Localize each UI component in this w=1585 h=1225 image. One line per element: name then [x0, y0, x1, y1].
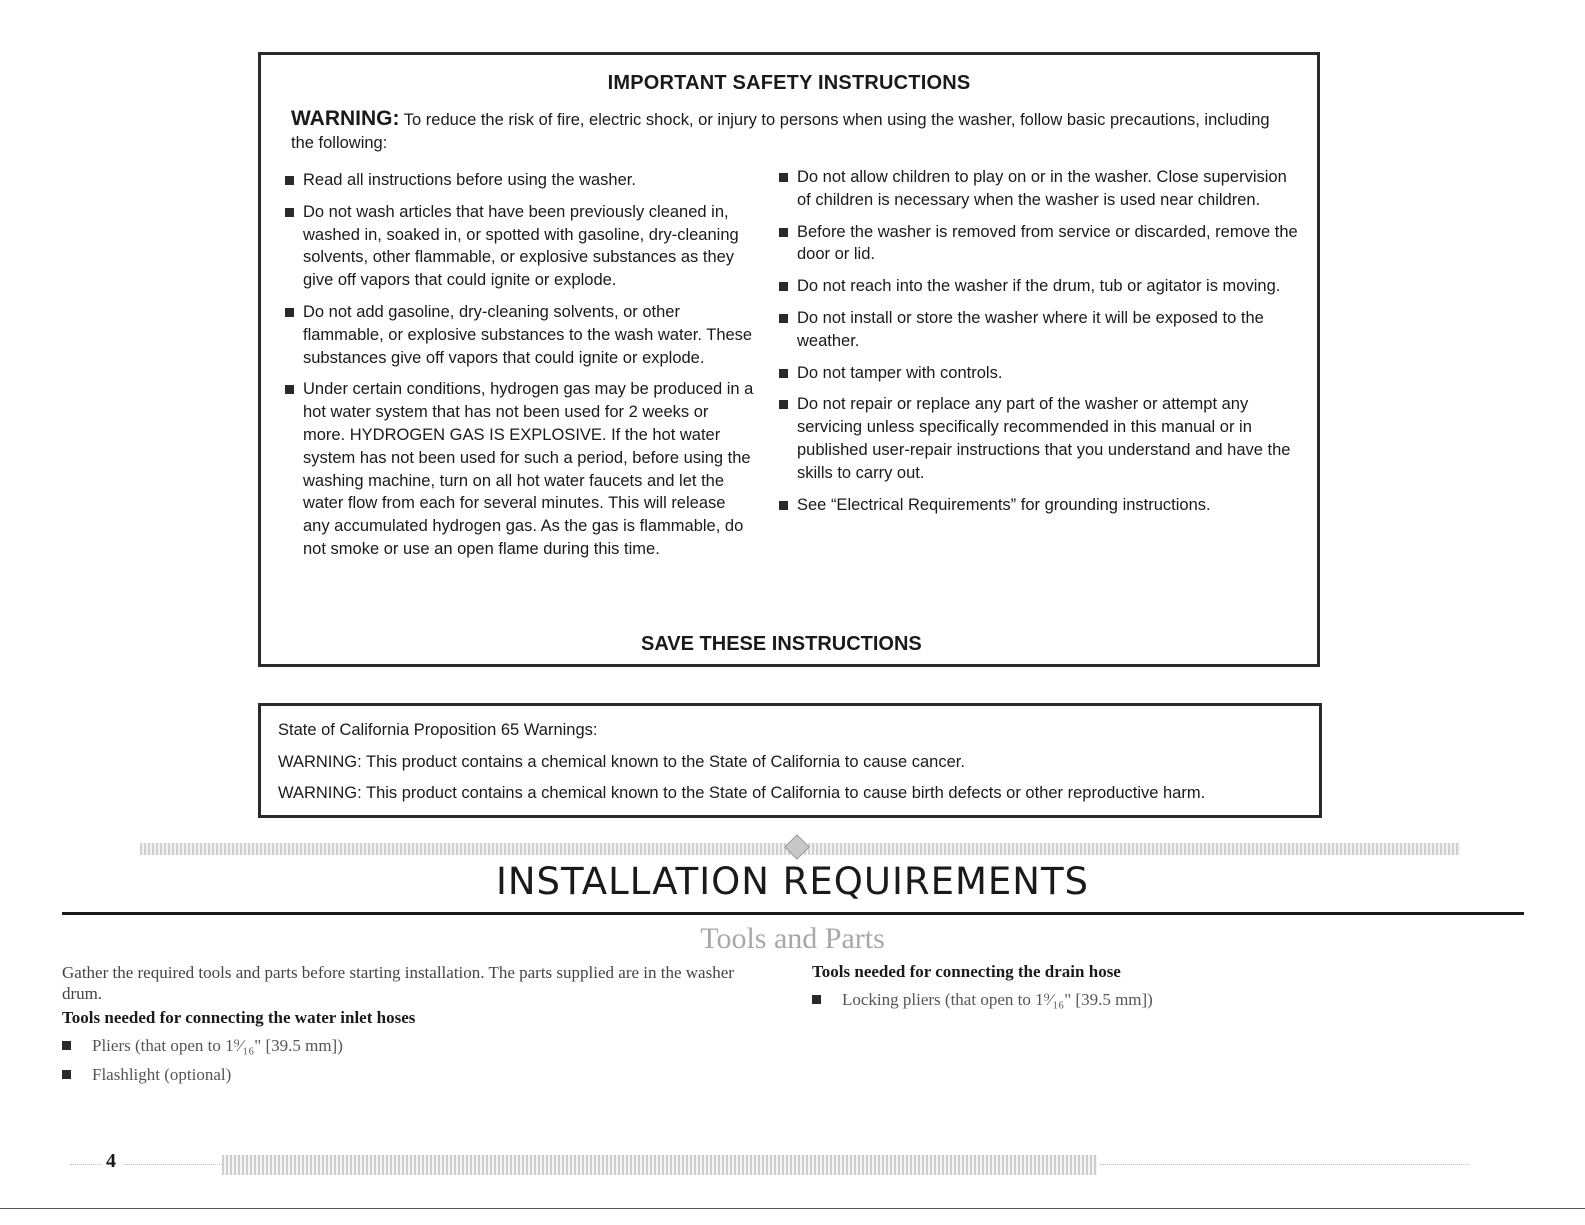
bullet-icon — [779, 369, 788, 378]
warning-intro — [291, 107, 1277, 155]
list-item: Read all instructions before using the washer. — [285, 169, 755, 192]
warning-label: WARNING: — [291, 107, 400, 130]
bullet-icon — [285, 176, 294, 185]
prop65-warnings-box — [258, 703, 1322, 818]
diamond-icon — [784, 834, 809, 859]
footer-dotted-line — [124, 1164, 222, 1165]
list-item: Under certain conditions, hydrogen gas may be produced in a hot water system that has not been used for 2 weeks or more. HYDROGEN GAS IS EXPLOSIVE. If the hot water system has not been used for such a period, before using the washing machine, turn on all hot water faucets and let the water flow from each for several minutes. This will release any accumulated hydrogen gas. As the gas is flammable, do not smoke or use an open flame during this time. — [285, 378, 755, 560]
list-item: Do not reach into the washer if the drum, tub or agitator is moving. — [779, 275, 1299, 298]
bullet-icon — [779, 173, 788, 182]
bullet-icon — [285, 208, 294, 217]
list-item: Locking pliers (that open to 1⁹⁄₁₆" [39.5 mm]) — [842, 990, 1153, 1010]
prop65-warning-birth-defects: WARNING: This product contains a chemical known to the State of California to cause birth defects or other reproductive harm. — [278, 784, 1206, 802]
bullet-icon — [779, 228, 788, 237]
tools-intro-paragraph: Gather the required tools and parts before starting installation. The parts supplied are in the washer drum. — [62, 963, 734, 1003]
bullet-icon — [779, 282, 788, 291]
warning-text: To reduce the risk of fire, electric shock, or injury to persons when using the washer, follow basic precautions, including the following: — [291, 111, 1270, 152]
footer-dotted-line — [70, 1164, 100, 1165]
bullet-icon — [62, 1070, 71, 1079]
section-title: INSTALLATION REQUIREMENTS — [495, 860, 1090, 903]
save-instructions-heading: SAVE THESE INSTRUCTIONS — [641, 633, 922, 655]
list-item: See “Electrical Requirements” for grounding instructions. — [779, 494, 1299, 517]
bottom-rule — [0, 1208, 1585, 1209]
safety-left-column — [285, 169, 755, 570]
list-item: Do not repair or replace any part of the washer or attempt any servicing unless specifically recommended in this manual or in published user-repair instructions that you understand and have the skills to carry out. — [779, 393, 1299, 484]
footer-dotted-line — [1100, 1164, 1468, 1165]
list-item: Do not wash articles that have been previously cleaned in, washed in, soaked in, or spotted with gasoline, dry-cleaning solvents, other flammable, or explosive substances as they give off vapors that could ignite or explode. — [285, 201, 755, 292]
safety-right-column — [779, 166, 1299, 525]
list-item: Pliers (that open to 1⁹⁄₁₆" [39.5 mm]) — [92, 1036, 343, 1056]
subsection-title: Tools and Parts — [700, 922, 885, 955]
bullet-icon — [285, 308, 294, 317]
safety-instructions-box — [258, 52, 1320, 667]
page-number: 4 — [106, 1150, 116, 1172]
list-item: Flashlight (optional) — [92, 1065, 231, 1085]
list-item: Do not allow children to play on or in the washer. Close supervision of children is necessary when the washer is used near children. — [779, 166, 1299, 212]
safety-title: IMPORTANT SAFETY INSTRUCTIONS — [607, 72, 971, 94]
list-item: Do not install or store the washer where it will be exposed to the weather. — [779, 307, 1299, 353]
inlet-tools-heading: Tools needed for connecting the water inlet hoses — [62, 1008, 416, 1027]
list-item: Do not tamper with controls. — [779, 362, 1299, 385]
bullet-icon — [285, 385, 294, 394]
bullet-icon — [779, 400, 788, 409]
list-item: Before the washer is removed from service or discarded, remove the door or lid. — [779, 221, 1299, 267]
bullet-icon — [779, 314, 788, 323]
bullet-icon — [62, 1041, 71, 1050]
bullet-icon — [812, 995, 821, 1004]
section-rule — [62, 912, 1524, 915]
footer-ornament — [222, 1155, 1097, 1175]
prop65-warning-cancer: WARNING: This product contains a chemical known to the State of California to cause cancer. — [278, 753, 965, 771]
list-item: Do not add gasoline, dry-cleaning solvents, or other flammable, or explosive substances to the wash water. These substances give off vapors that could ignite or explode. — [285, 301, 755, 369]
bullet-icon — [779, 501, 788, 510]
prop65-heading: State of California Proposition 65 Warnings: — [278, 721, 598, 739]
drain-tools-heading: Tools needed for connecting the drain hose — [812, 962, 1121, 981]
